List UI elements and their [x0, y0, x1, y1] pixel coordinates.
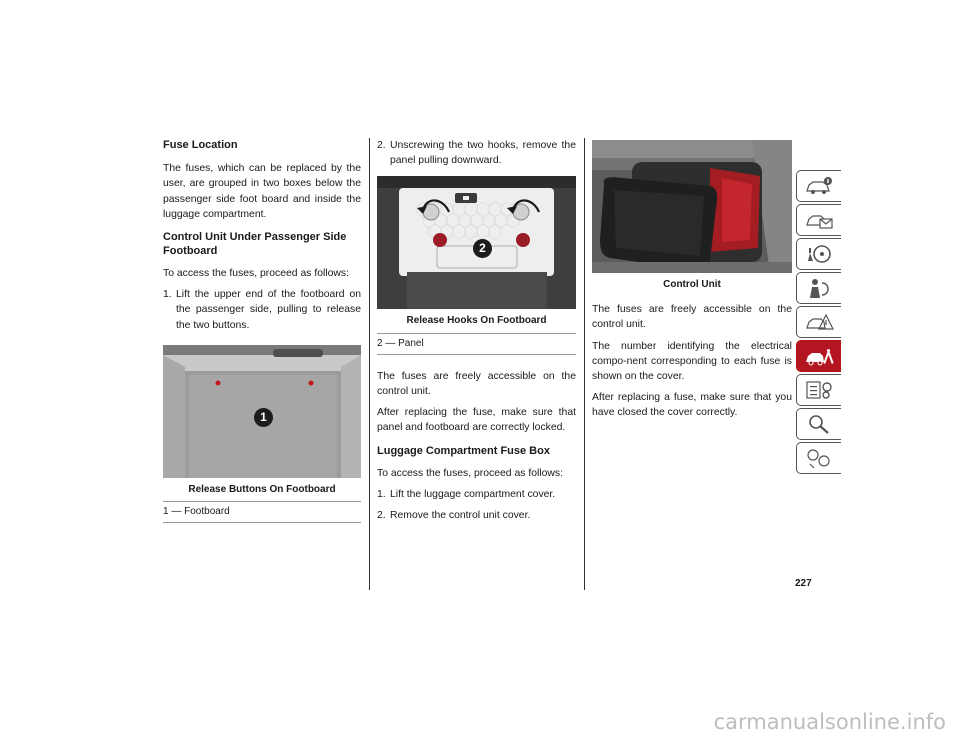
- page-number: 227: [795, 578, 812, 589]
- watermark: carmanualsonline.info: [713, 710, 946, 734]
- figure-callout-1: 1: [254, 408, 273, 427]
- subsection-heading: Luggage Compartment Fuse Box: [377, 444, 550, 457]
- tab-instrument-cluster[interactable]: [796, 238, 841, 270]
- paragraph: After replacing the fuse, make sure that panel and footboard are correctly locked.: [377, 407, 576, 434]
- step-text: Lift the luggage compartment cover.: [390, 488, 556, 500]
- tab-languages[interactable]: [796, 442, 841, 474]
- car-info-icon: [804, 175, 834, 197]
- step-item: [377, 138, 576, 168]
- column-2: [377, 138, 576, 529]
- subsection-heading: Control Unit Under Passenger Side Footboard: [163, 231, 347, 258]
- lead-paragraph: To access the fuses, proceed as follows:: [163, 268, 349, 280]
- paragraph: After replacing a fuse, make sure that you have closed the cover correctly.: [592, 392, 792, 419]
- tab-getting-started[interactable]: [796, 204, 841, 236]
- figure-caption: Release Hooks On Footboard: [406, 315, 547, 327]
- tab-safety[interactable]: [796, 272, 841, 304]
- control-unit-figure: [592, 140, 792, 273]
- step-item: [163, 287, 361, 333]
- step-number: 1.: [377, 488, 386, 500]
- column-1: [163, 138, 361, 537]
- tab-starting-and-operating[interactable]: [796, 306, 841, 338]
- section-heading: Fuse Location: [163, 139, 238, 151]
- person-airbag-icon: [804, 277, 834, 299]
- figure-caption: Control Unit: [663, 279, 721, 290]
- panel-figure: [377, 176, 576, 309]
- languages-icon: [804, 447, 834, 469]
- tab-servicing-and-maintenance[interactable]: [796, 340, 841, 372]
- tab-getting-to-know-vehicle[interactable]: [796, 170, 841, 202]
- step-number: 2.: [377, 510, 386, 522]
- car-envelope-icon: [804, 209, 834, 231]
- step-number: 2.: [377, 140, 386, 151]
- step-item: [377, 508, 576, 523]
- column-divider: [369, 138, 370, 590]
- step-item: [377, 487, 576, 502]
- lead-paragraph: To access the fuses, proceed as follows:: [377, 467, 563, 479]
- car-tools-icon: [804, 345, 834, 367]
- step-text: Remove the control unit cover.: [390, 510, 531, 522]
- control-unit-illustration: [592, 140, 792, 273]
- steering-wheel-icon: [804, 243, 834, 265]
- list-gear-icon: [804, 379, 834, 401]
- tab-technical-specifications[interactable]: [796, 374, 841, 406]
- column-3: [592, 138, 792, 427]
- paragraph: The fuses are freely accessible on the control unit.: [377, 370, 576, 398]
- figure-legend: 1 — Footboard: [163, 501, 361, 523]
- magnifier-icon: [804, 413, 834, 435]
- step-text: Unscrewing the two hooks, remove the panel pulling downward.: [390, 140, 576, 167]
- intro-paragraph: The fuses, which can be replaced by the user, are grouped in two boxes below the passenger side foot board and inside the luggage compartment.: [163, 163, 361, 220]
- figure-caption: Release Buttons On Footboard: [188, 483, 336, 495]
- paragraph: The number identifying the electrical compo-nent corresponding to each fuse is shown on the cover.: [592, 340, 792, 383]
- figure-legend: 2 — Panel: [377, 333, 576, 355]
- footboard-figure: [163, 345, 361, 478]
- column-divider: [584, 138, 585, 590]
- step-number: 1.: [163, 289, 172, 301]
- tab-index[interactable]: [796, 408, 841, 440]
- figure-callout-2: 2: [473, 239, 492, 258]
- car-warning-icon: [804, 311, 834, 333]
- step-text: Lift the upper end of the footboard on the passenger side, pulling to release the two buttons.: [176, 289, 361, 331]
- paragraph: The fuses are freely accessible on the control unit.: [592, 304, 792, 331]
